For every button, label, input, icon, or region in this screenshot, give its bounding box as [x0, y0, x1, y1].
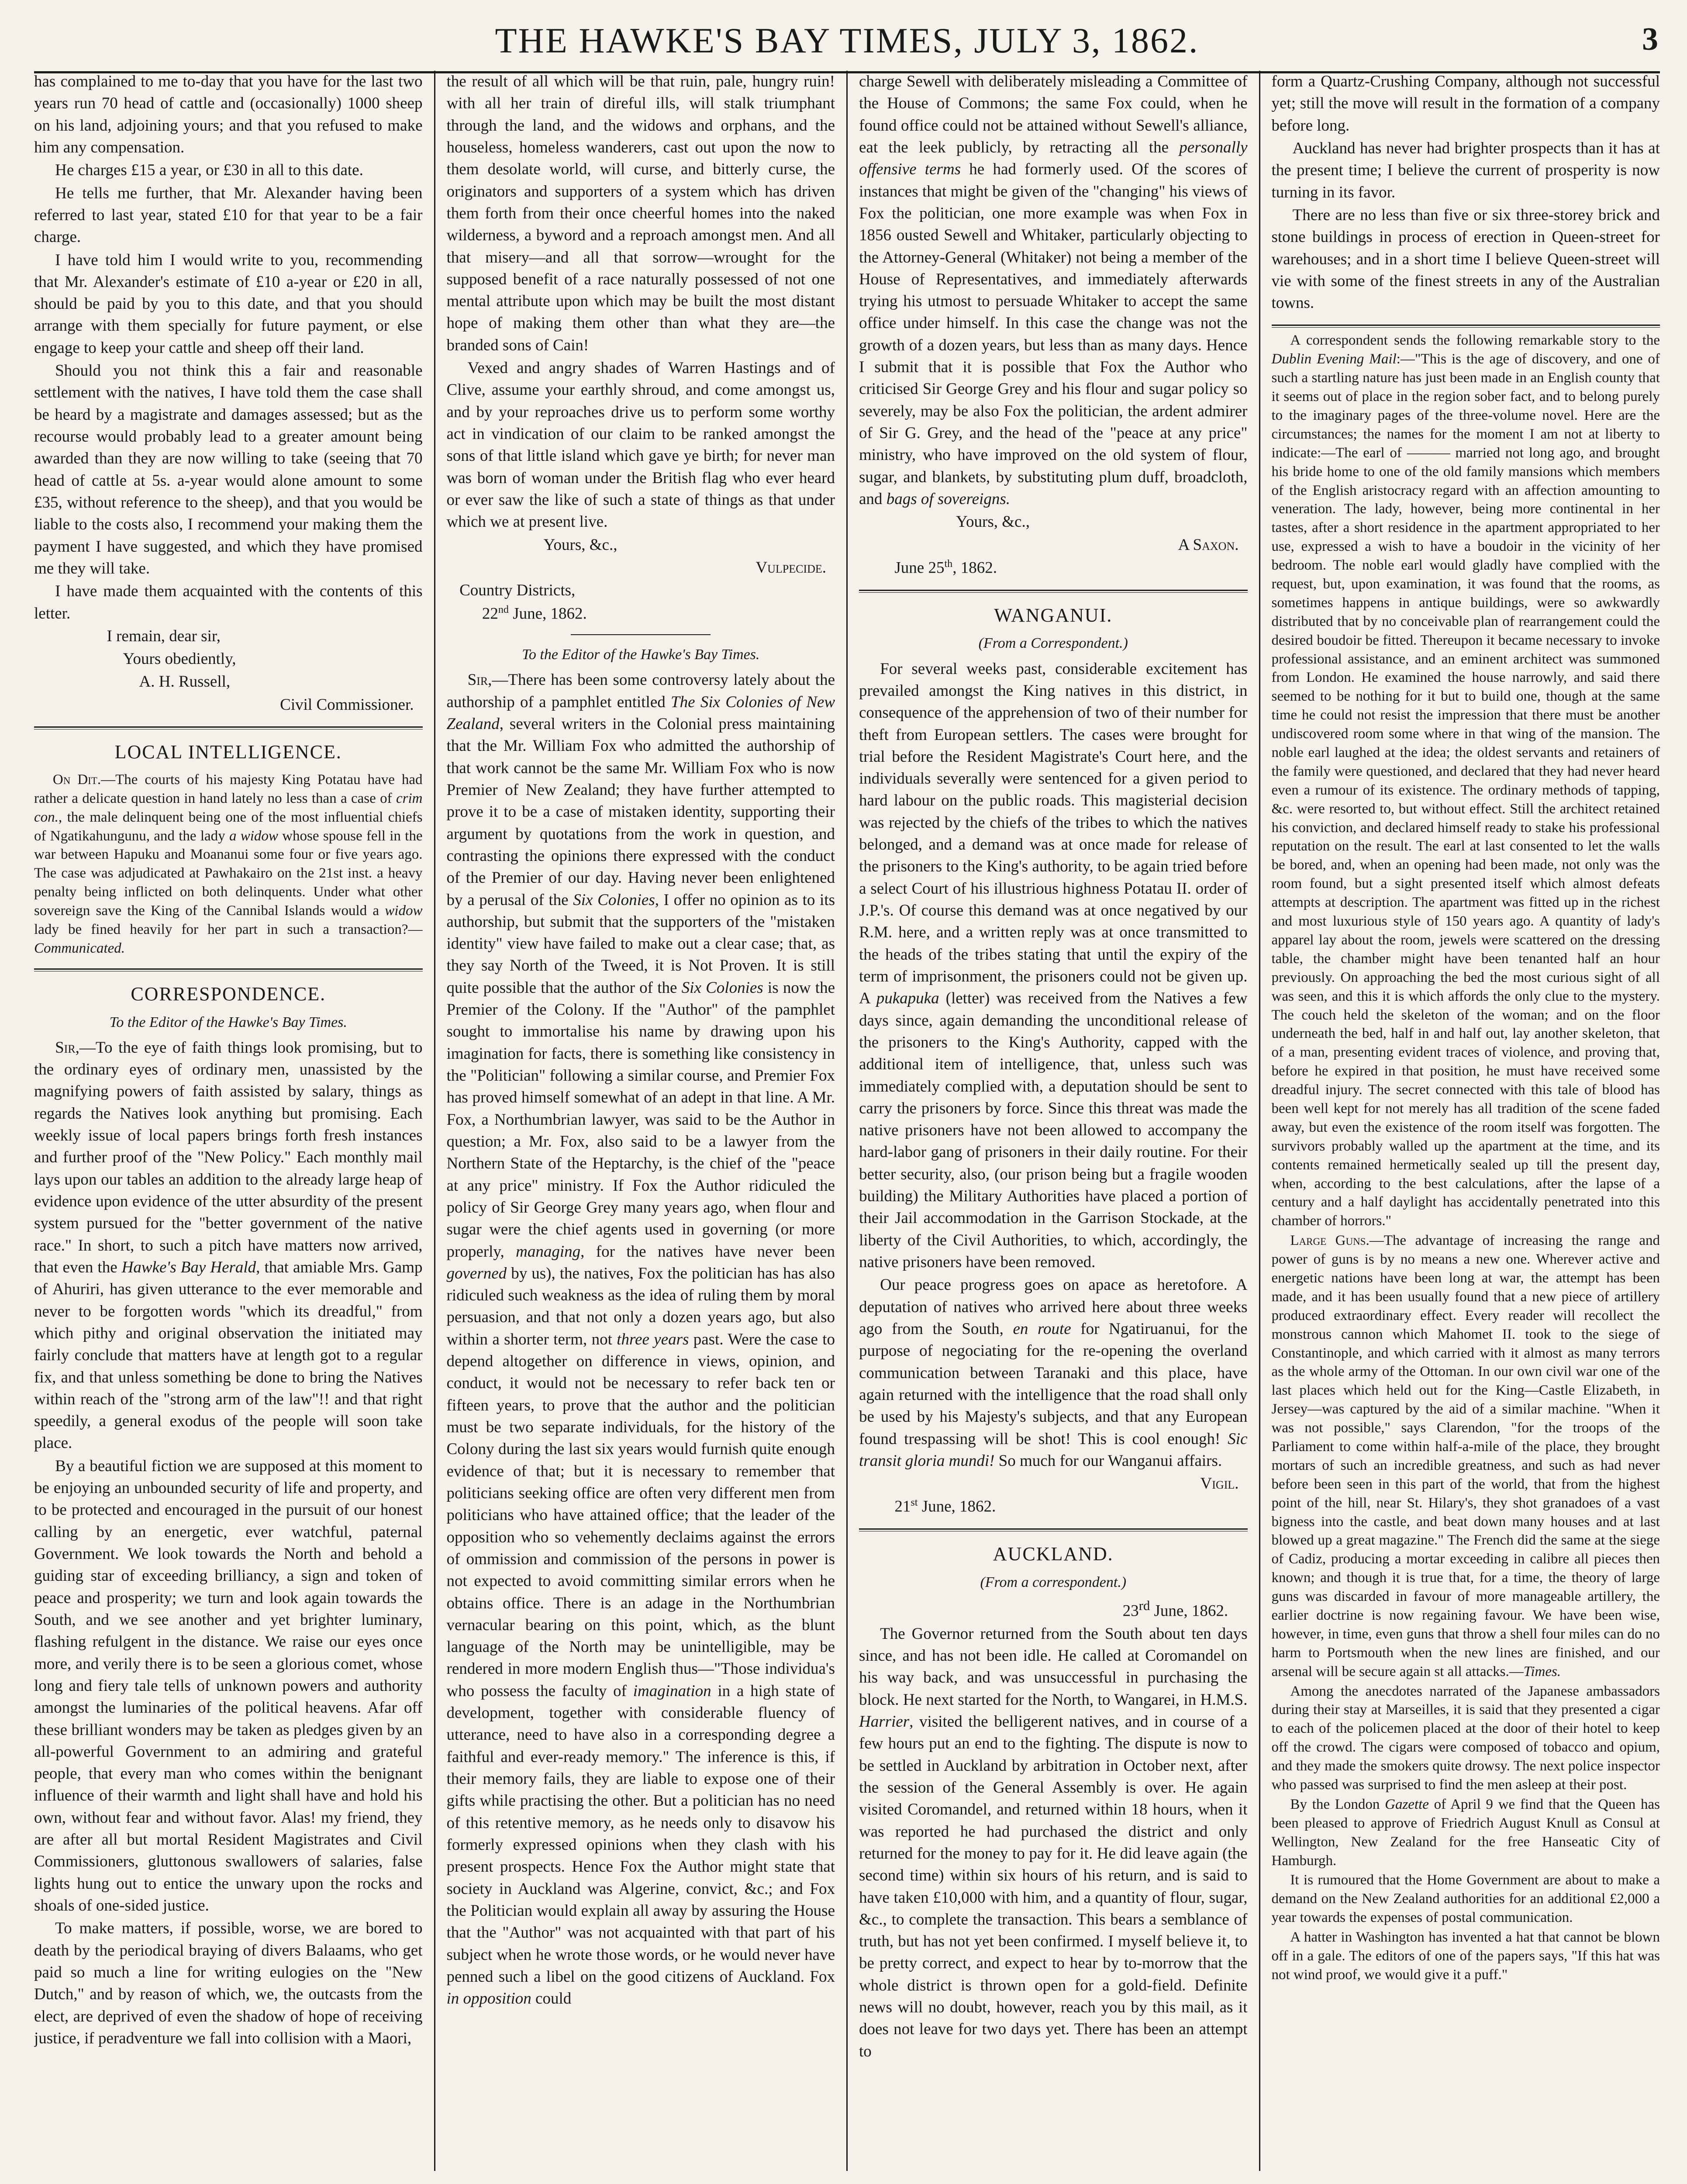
text-run: For several weeks past, considerable excitement has prevailed amongst the King natives in this district, in consequence of the apprehension of two of their number for theft from European settlers. The cases were brought for trial before the Resident Magistrate's Court here, and the individuals severally were sentenced for a given period to hard labour on the public roads. This magisterial decision was rejected by the chiefs of the tribes to which the natives belonged, and a demand was at once made for release of the prisoners to the King's authority, to be again tried before a select Court of his illustrious highness Potatau II. order of J.P.'s. Of course this demand was at once negatived by our R.M. here, and a written reply was at once transmitted to the heads of the tribes stating that until the expiry of the term of imprisonment, the prisoners could not be given up. A	[859, 660, 1248, 1008]
item-lead: Large Guns.	[1290, 1233, 1370, 1249]
text-run: is now the Premier of the Colony. If the "Author" of the pamphlet sought to immortalise his name by drawing upon his imagination for facts, there is something like consistency in the "Politician" following a similar course, and Premier Fox has proved himself somewhat of an adept in that line. A Mr. Fox, a Northumbrian lawyer, was said to be the Author in question; a Mr. Fox, also said to be a lawyer from the Northern State of the Heptarchy, is the chief of the "peace at any price" ministry. If Fox the Author ridiculed the policy of Sir George Grey many years ago, when flour and sugar were the chief agents used in governing (or more properly,	[446, 978, 835, 1261]
paragraph: Vexed and angry shades of Warren Hastings and of Clive, assume your earthly shroud, and come amongst us, and by your reproaches drive us to perform some worthy act in vindication of our claim to be ranked amongst the sons of that little island which gave ye birth; for never man was born of woman under the British flag who ever heard or ever saw the like of such a state of things as that under which we at present live.	[446, 359, 835, 531]
section-heading: WANGANUI.	[994, 604, 1113, 626]
text-run: Six Colonies	[573, 891, 655, 909]
text-run: By the London	[1290, 1796, 1385, 1812]
text-run: pukapuka	[876, 989, 939, 1008]
section-rule	[571, 634, 711, 635]
news-item	[34, 771, 423, 958]
text-run: in opposition	[446, 1990, 531, 2008]
paragraph	[34, 1037, 423, 1455]
news-item: It is rumoured that the Home Government are about to make a demand on the New Zealand authorities for an additional £2,000 a year towards the expenses of postal communication.	[1271, 1872, 1660, 1926]
text-run: , 1862.	[952, 559, 997, 577]
text-run: 22	[482, 604, 498, 622]
paragraph: Auckland has never had brighter prospects than it has at the present time; I believe the current of prosperity is now turning in its favor.	[1271, 139, 1660, 201]
text-run: June, 1862.	[508, 604, 587, 622]
paragraph	[859, 71, 1248, 510]
news-item: Among the anecdotes narrated of the Japanese ambassadors during their stay at Marseilles, it is said that they presented a cigar to each of the policemen placed at the door of their hotel to keep off the crowd. The cigars were composed of tobacco and opium, and they made the smokers quite drowsy. The next police inspector who passed was surprised to find the men asleep at their post.	[1271, 1683, 1660, 1793]
paragraph: By a beautiful fiction we are supposed at this moment to be enjoying an unbounded security of life and property, and to be protected and encouraged in the pursuit of our honest calling by an energetic, ever watchful, paternal Government. We look towards the North and behold a guiding star of exceeding brilliancy, a sign and token of peace and prosperity; we turn and look again towards the South, and we see another and yet brighter luminary, flashing refulgent in the distance. We raise our eyes once more, and verily there is to be seen a glorious comet, whose long and fiery tale tells of unknown powers and authority amongst the luminaries of the political heavens. Afar off these brilliant wonders may be taken as pledges given by an all-powerful Government to an admiring and grateful people, that every man who comes within the benignant influence of their warmth and light shall have and hold his own, without fear and without favor. Alas! my friend, they are after all but mortal Resident Magistrates and Civil Commissioners, gluttonous swallowers of salaries, false lights hung out to entice the unwary upon the rocks and shoals of one-sided justice.	[34, 1457, 423, 1915]
text-run: A correspondent sends the following remarkable story to the	[1290, 332, 1660, 349]
news-item	[1272, 1795, 1660, 1870]
paragraph	[859, 1274, 1248, 1472]
text-run: en route	[1013, 1320, 1071, 1338]
paragraph	[447, 669, 835, 2010]
text-run: Our peace progress goes on apace as heretofore. A deputation of natives who arrived here about three weeks ago from the South,	[859, 1276, 1248, 1338]
paragraph: I have made them acquainted with the contents of this letter.	[34, 582, 423, 622]
section-heading: CORRESPONDENCE.	[131, 983, 326, 1005]
paragraph: Should you not think this a fair and reasonable settlement with the natives, I have told them the case shall be heard by a magistrate and damages assessed; but as the recourse would probably lead to a greater amount being awarded than they are now willing to take (seeing that 70 head of cattle at 5s. a-year would alone amount to some £35, without reference to the sheep), and that you would be liable to the costs also, I recommend your making them the payment I have suggested, and which they have promised me they will take.	[34, 362, 423, 577]
column-2	[435, 71, 847, 2171]
text-run: , the male delinquent being one of the most influential chiefs of Ngatikahungunu, and the lady	[34, 809, 423, 844]
signature-name: Vigil.	[1200, 1475, 1239, 1493]
paragraph	[859, 658, 1248, 1274]
text-run: of April 9 we find that the Queen has been pleased to approve of Friedrich August Knull as Consul at Wellington, New Zealand for the free Hanseatic City of Hamburgh.	[1271, 1796, 1660, 1869]
text-run: lady be fined heavily for her part in such a transaction?—	[34, 922, 423, 938]
text-run: :—"This is the age of discovery, and one of such a startling nature has just been made in an English county that it seems out of place in the region sober fact, and to belong purely to the imaginary pages of the three-volume novel. Here are the circumstances; the names for the moment I am not at liberty to indicate:—The earl of ——— married not long ago, and brought his bride home to one of the old family mansions which members of the English aristocracy regard with an affection amounting to veneration. The lady, however, being more continental in her tastes, after a short residence in the apartment appropriated to her use, expressed a wish to have a boudoir in the vicinity of her bedroom. The noble earl would gladly have complied with the request, but, upon examination, it was found that the rooms, as sometimes happens in antique buildings, were so awkwardly distributed that by no conceivable plan of rearrangement could the desired boudoir be fitted. Thereupon it became necessary to invoke professional assistance, and an eminent architect was summoned from London. He examined the house narrowly, and said there seemed to be nothing for it but to build one, though at the same time he could not resist the impression that there must be another undiscovered room some where in that wing of the mansion. The noble earl laughed at the idea; the oldest servants and retainers of the family were questioned, and declared that they had never heard even a rumour of its existence. The ordinary methods of tapping, &c. were resorted to, but without effect. Still the architect retained his conviction, and declared himself ready to stake his professional reputation on the result. The earl at last consented to let the walls be bored, and, when an opening had been made, not only was the room found, but a sight presented itself which almost defeats attempts at description. The apartment was fitted up in the richest and most luxurious style of 150 years ago. A quantity of lady's apparel lay about the room, jewels were scattered on the dressing table, the chamber might have been tenanted half an hour previously. On approaching the bed the most curious sight of all was seen, and this it is which affords the only clue to the mystery. The couch held the skeleton of the woman; and on the floor underneath the bed, half in and half out, lay another skeleton, that of a man, presenting evident traces of violence, and proving that, before he expired in that position, he must have received some dreadful injury. The secret connected with this tale of blood has been well kept for not merely has all tradition of the scene faded away, but even the existence of the room itself was forgotten. The survivors probably walled up the apartment at the time, and its contents remained hermetically sealed up till the present day, when, according to the best calculations, after the lapse of a century and a half daylight has accidentally penetrated into this chamber of horrors."	[1271, 351, 1660, 1229]
section-subheading: To the Editor of the Hawke's Bay Times.	[109, 1014, 347, 1030]
signature-title: Civil Commissioner.	[280, 695, 414, 714]
text-run: , for the natives have never been	[580, 1242, 835, 1261]
text-run: June 25	[894, 559, 945, 577]
text-run: could	[531, 1990, 572, 2008]
text-run: —To the eye of faith things look promising, but to the ordinary eyes of ordinary men, unassisted by the magnifying powers of faith assisted by salary, things as regards the Natives look anything but promising. Each weekly issue of local papers brings forth fresh instances and further proof of the "New Policy." Each monthly mail lays upon our tables an addition to the already large heap of evidence upon evidence of the utter absurdity of the present system pursued for the "better government of the native race." In short, to such a pitch have matters now arrived, that even the	[34, 1038, 423, 1276]
text-run: , several writers in the Colonial press maintaining that the Mr. William Fox who admitted the authorship of that work cannot be the same Mr. William Fox who is now Premier of New Zealand; they have further attempted to prove it to be a case of mistaken identity, supporting their argument by quotations from the work in question, and contrasting the opinions there expressed with the conduct of the Premier of our day. Having never been enlightened by a perusal of the	[446, 715, 835, 909]
dateline-place: Country Districts,	[459, 581, 576, 600]
text-run: in a high state of development, together with considerable fluency of utterance, need to have also in a corresponding degree a faithful and ever-ready memory." The inference is this, if their memory fails, they are liable to expose one of their gifts while practising the other. But a politician has no need of this retentive memory, as he needs only to disavow his formerly expressed opinions when they clash with his present prospects. Hence Fox the Author might state that society in Auckland was Algerine, convict, &c.; and Fox the Politician would explain all away by assuring the House that the "Author" was not acquainted with that part of his subject when he wrote those words, or he would never have penned such a libel on the good citizens of Auckland. Fox	[446, 1682, 835, 1986]
page-number: 3	[1642, 21, 1658, 57]
text-run: widow	[385, 903, 423, 919]
paragraph: form a Quartz-Crushing Company, although not successful yet; still the move will result in the formation of a company before long.	[1271, 73, 1660, 135]
signature-name: A Saxon.	[1178, 536, 1239, 554]
column-1	[34, 71, 434, 2171]
paragraph: has complained to me to-day that you have for the last two years run 70 head of cattle and (occasionally) 1000 sheep on his land, adjoining yours; and that you refused to make him any compensation.	[34, 73, 423, 156]
dateline	[859, 1597, 1248, 1622]
section-subheading: To the Editor of the Hawke's Bay Times.	[522, 646, 760, 663]
text-run: Sic transit gloria mundi!	[859, 1430, 1248, 1470]
paragraph: To make matters, if possible, worse, we are bored to death by the periodical braying of divers Balaams, who get paid so much a line for writing eulogies on the "New Dutch," and by reason of which, we, the outcasts from the elect, are deprived of even the shadow of hope of receiving justice, if peradventure we fall into collision with a Maori,	[34, 1919, 423, 2047]
section-subheading: (From a correspondent.)	[980, 1574, 1127, 1590]
paragraph: I have told him I would write to you, recommending that Mr. Alexander's estimate of £10 a-year or £20 in all, should be paid by you to this date, and that you should arrange with them specially for future payment, or else engage to keep your cattle and sheep off their land.	[34, 251, 423, 357]
text-run: st	[911, 1497, 918, 1509]
text-run: Six Colonies	[681, 978, 763, 997]
column-3	[848, 71, 1259, 2171]
signature-name: Vulpecide.	[756, 558, 826, 577]
text-run: past. Were the case to depend altogether on difference in views, opinion, and conduct, it would not be necessary to refer back ten or fifteen years, to prove that the author and the politician must be two separate individuals, for the history of the Colony during the last six years would furnish quite enough evidence of that; but it is necessary to remember that politicians seeking office are often very different men from politicians who have attained office; that the leader of the opposition who so vehemently declaims against the errors of ommission and commission of the persons in power is not expected to avoid committing similar errors when he obtains office. There is an adage in the Northumbrian vernacular bearing on this point, which, as the blunt language of the North may be unintelligible, may be rendered in more modern English thus—"Those individua's who possess the faculty of	[446, 1330, 835, 1700]
text-run: for Ngatiruanui, for the purpose of negociating for the re-opening the overland communication between Taranaki and this place, have again returned with the intelligence that the road shall only be used by his Majesty's subjects, and that any European found trespassing will be shot! This is cool enough!	[859, 1320, 1248, 1448]
text-run: Hawke's Bay Herald	[121, 1258, 256, 1276]
section-rule	[859, 1528, 1248, 1531]
text-run: Communicated.	[34, 940, 125, 956]
text-run: The Six Colonies of New Zealand	[446, 693, 835, 733]
text-run: a widow	[229, 828, 278, 844]
section-heading: LOCAL INTELLIGENCE.	[114, 741, 342, 763]
text-run: three years	[617, 1330, 689, 1348]
columns	[34, 71, 1660, 2171]
text-run: 23	[1122, 1602, 1139, 1620]
text-run: Sir,	[55, 1038, 79, 1057]
section-rule	[34, 726, 423, 729]
text-run: nd	[498, 604, 509, 615]
text-run: (letter) was received from the Natives a few days since, again demanding the unconditional release of the prisoners to the King's Authority, capped with the additional item of intelligence, that, unless such was immediately complied with, a deputation should be sent to carry the prisoners by force. Since this threat was made the native prisoners have not been allowed to accompany the hard-labor gang of prisoners in their daily routine. For their better security, also, (our prison being but a fragile wooden building) the Military Authorities have placed a portion of their Jail accommodation in the Garrison Stockade, at the liberty of the Civil Authorities, to which, accordingly, the native prisoners have been removed.	[859, 989, 1248, 1272]
closing-line: Yours, &c.,	[956, 513, 1030, 531]
section-rule	[859, 590, 1248, 593]
closing-line: Yours obediently,	[123, 650, 236, 668]
text-run: imagination	[633, 1682, 711, 1700]
text-run: whose spouse fell in the war between Hapuku and Moananui some four or five years ago. The case was adjudicated at Pawhakairo on the 21st inst. a heavy penalty being inflicted on both delinquents. Under what other sovereign save the King of the Cannibal Islands would a	[34, 828, 423, 919]
text-run: —The courts of his majesty King Potatau have had rather a delicate question in hand lately no less than a case of	[34, 771, 423, 806]
paragraph	[859, 1623, 1248, 2063]
dateline	[859, 1496, 1248, 1518]
text-run: , that amiable Mrs. Gamp of Ahuriri, has given utterance to the ever memorable and never to be forgotten words "which its dreadful," from which pithy and original observation the initiated may fairly conclude that matters have at length got to a regular fix, and that unless something be done to bring the Natives within reach of the "strong arm of the law"!! and that right speedily, a general exodus of the people will soon take place.	[34, 1258, 423, 1452]
text-run: So much for our Wanganui affairs.	[994, 1451, 1222, 1470]
text-run: th	[944, 558, 953, 570]
section-rule	[1272, 325, 1660, 328]
section-rule	[34, 968, 423, 971]
text-run: managing	[516, 1242, 581, 1261]
text-run: Harrier	[859, 1713, 910, 1731]
text-run: , I offer no opinion as to its authorship, but submit that the supporters of the "mistaken identity" view have failed to make out a clear case; that, as they say North of the Tweed, it is Not Proven. It is still quite possible that the author of the	[446, 891, 835, 997]
section-subheading: (From a Correspondent.)	[978, 635, 1128, 652]
text-run: charge Sewell with deliberately misleading a Committee of the House of Commons; the same Fox could, when he found office could not be attained without Sewell's alliance, eat the leek publicly, by retracting all the	[859, 73, 1248, 156]
text-run: The Governor returned from the South about ten days since, and has not been idle. He called at Coromandel on his way back, and was unsuccessful in purchasing the block. He next started for the North, to Wangarei, in H.M.S.	[859, 1624, 1248, 1709]
news-item	[1272, 1231, 1660, 1681]
text-run: governed	[446, 1264, 507, 1282]
closing-line: Yours, &c.,	[543, 536, 618, 554]
paragraph: He charges £15 a year, or £30 in all to this date.	[55, 161, 363, 180]
text-run: Sir,	[467, 671, 492, 689]
paragraph: There are no less than five or six three-storey brick and stone buildings in process of erection in Queen-street for warehouses; and in a short time I believe Queen-street will vie with some of the finest streets in any of the Australian towns.	[1271, 206, 1660, 312]
dateline	[447, 603, 835, 625]
text-run: June, 1862.	[918, 1497, 996, 1516]
text-run: Dublin Evening Mail	[1271, 351, 1397, 367]
paragraph: the result of all which will be that ruin, pale, hungry ruin! with all her train of direful ills, will stalk triumphant through the land, and the widows and orphans, and the houseless, homeless wanderers, cast out upon the now to them desolate world, will curse, and bitterly curse, the originators and supporters of a system which has driven them forth from their once cheerful homes into the naked wilderness, a byword and a reproach amongst men. And all that misery—and all that sorrow—wrought for the supposed benefit of a race naturally possessed of not one mental attribute upon which may be built the most distant hope of making them other than what they are—the branded sons of Cain!	[446, 73, 835, 354]
text-run: 21	[894, 1497, 911, 1516]
signature-name: A. H. Russell,	[139, 673, 231, 691]
text-run: , visited the belligerent natives, and in course of a few hours put an end to the fighting. The dispute is now to be settled in Auckland by arbitration in October next, after the session of the General Assembly is over. He again visited Coromandel, and returned within 18 hours, when it was reported he had purchased the district and only returned for the money to pay for it. He did leave again (the second time) within six hours of his return, and is said to have taken £10,000 with him, and a quantity of flour, sugar, &c., to complete the transaction. This bears a semblance of truth, but has not yet been confirmed. I myself believe it, to be pretty correct, and expect to hear by to-morrow that the whole district is thrown open for a gold-field. Definite news will no doubt, however, reach you by this mail, as it does not leave for two days yet. There has been an attempt to	[859, 1713, 1248, 2060]
closing-line: I remain, dear sir,	[107, 627, 221, 645]
text-run: Times.	[1523, 1663, 1561, 1679]
text-run: crim con.	[34, 790, 423, 825]
text-run: personally offensive terms	[859, 138, 1248, 179]
text-run: —There has been some controversy lately about the authorship of a pamphlet entitled	[446, 671, 835, 711]
paragraph: He tells me further, that Mr. Alexander having been referred to last year, stated £10 for that year to be a fair charge.	[34, 184, 423, 246]
text-run: by us), the natives, Fox the politician has has also ridiculed such weakness as the idea of ruling them by moral persuasion, and that not only a dozen years ago, but also within a shorter term, not	[446, 1264, 835, 1348]
dateline	[859, 557, 1248, 579]
text-run: —The advantage of increasing the range and power of guns is by no means a new one. Wherever active and energetic nations have been long at war, the attempt has been made, and it has been usually found that a new piece of artillery produced extraordinary effect. Every reader will recollect the monstrous cannon which Mahomet II. took to the siege of Constantinople, and which carried with it almost as many terrors as the whole army of the Ottoman. In our own civil war one of the last places which held out for the King—Castle Elizabeth, in Jersey—was captured by the aid of a similar machine. "When it was not possible," says Clarendon, "for the troops of the Parliament to come within half-a-mile of the place, they brought mortars of such an incredible greatness, and such as had never before been seen in this part of the world, that from the highest point of the hill, near St. Hilary's, they shot granadoes of a vast bigness into the castle, and beat down many houses and at last blowed up a great magazine." The French did the same at the siege of Cadiz, producing a mortar exceeding in calibre all pieces then known; and though it is true that, for a time, the theory of large guns was discarded in favour of more manageable artillery, the earlier doctrine is now regaining favour. We have been wise, however, in time, even guns that throw a shell four miles can do no harm to Portsmouth when the new lines are finished, and our arsenal will be secure again st all attacks.—	[1271, 1233, 1660, 1679]
column-4	[1260, 71, 1660, 2171]
masthead	[34, 8, 1660, 73]
item-lead: On Dit.	[52, 771, 101, 788]
news-item	[1272, 331, 1660, 1230]
text-run: rd	[1138, 1598, 1150, 1614]
text-run: Gazette	[1385, 1796, 1429, 1812]
text-run: bags of sovereigns.	[886, 490, 1010, 508]
news-item: A hatter in Washington has invented a hat that cannot be blown off in a gale. The editors of one of the papers says, "If this hat was not wind proof, we would give it a puff."	[1271, 1929, 1660, 1983]
masthead-title: THE HAWKE'S BAY TIMES, JULY 3, 1862.	[495, 21, 1199, 60]
text-run: he had formerly used. Of the scores of instances that might be given of the "changing" his views of Fox the politician, one more example was when Fox in 1856 ousted Sewell and Whitaker, particularly objecting to the Attorney-General (Whitaker) not being a member of the House of Representatives, and immediately afterwards trying his utmost to persuade Whitaker to accept the same office under himself. In this case the change was not the growth of a dozen years, but less than as many days. Hence I submit that it is possible that Fox the Author who criticised Sir George Grey and his flour and sugar policy so severely, may be also Fox the politician, the ardent admirer of Sir G. Grey, and the head of the "peace at any price" ministry, who have improved on the old system of flour, sugar, and blankets, by substituting plum duff, broadcloth, and	[859, 160, 1248, 508]
section-heading: AUCKLAND.	[993, 1543, 1114, 1565]
text-run: June, 1862.	[1150, 1602, 1228, 1620]
